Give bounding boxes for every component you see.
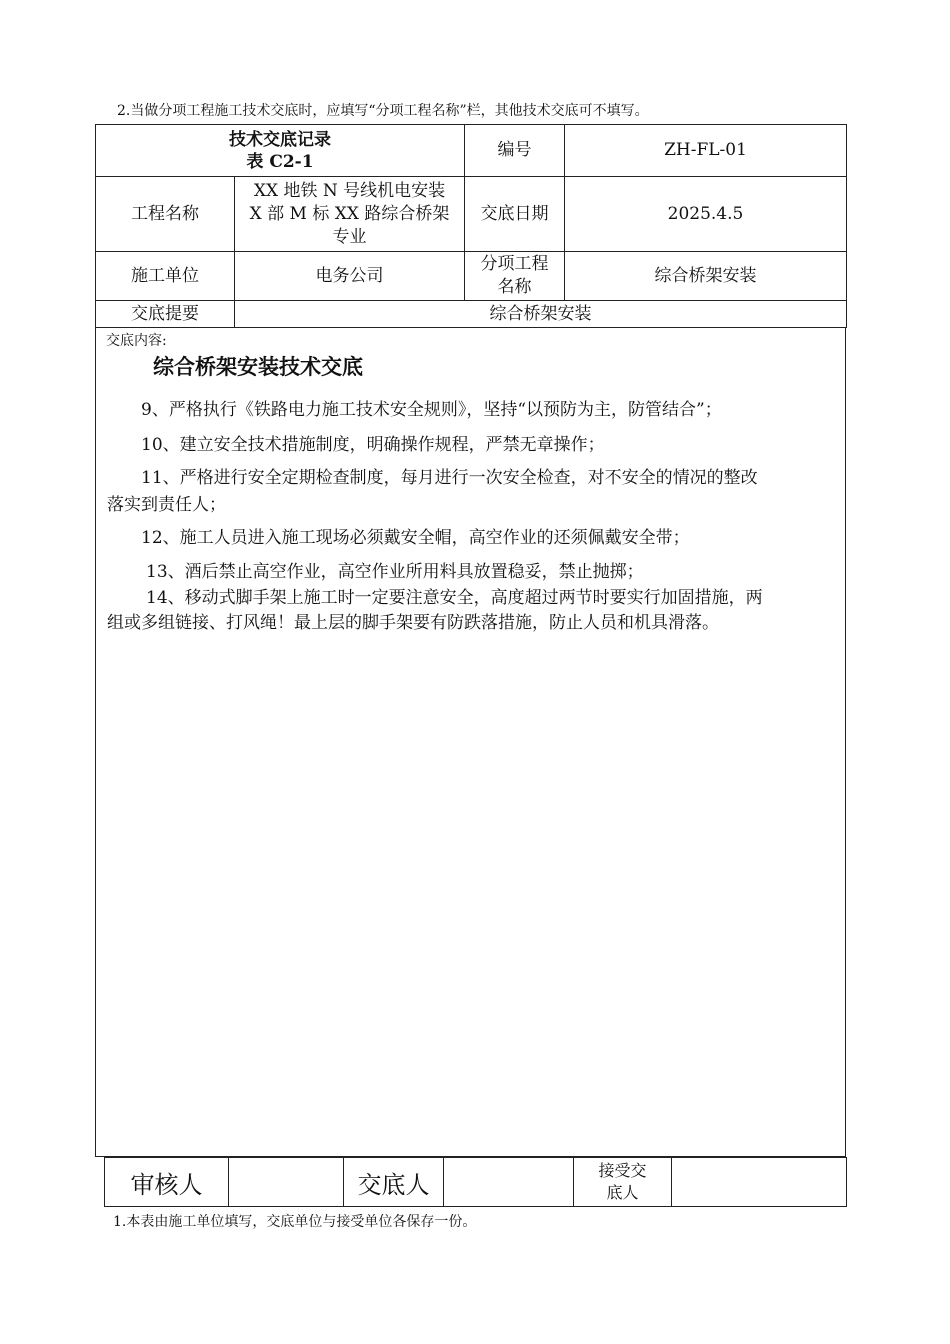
project-name-line3: 专业 xyxy=(332,226,367,247)
sub-project-value: 综合桥架安装 xyxy=(565,252,847,301)
form-title-line1: 技术交底记录 xyxy=(229,129,331,150)
content-item-11: 11、严格进行安全定期检查制度，每月进行一次安全检查，对不安全的情况的整改 xyxy=(141,468,758,488)
number-label: 编号 xyxy=(465,125,565,177)
discloser-label: 交底人 xyxy=(344,1158,444,1207)
date-label: 交底日期 xyxy=(465,177,565,252)
project-name-value xyxy=(235,177,465,252)
construction-unit-label: 施工单位 xyxy=(96,252,235,301)
top-note: 2.当做分项工程施工技术交底时，应填写“分项工程名称”栏，其他技术交底可不填写。 xyxy=(117,103,649,119)
summary-value: 综合桥架安装 xyxy=(235,301,847,328)
reviewer-label: 审核人 xyxy=(105,1158,229,1207)
content-heading: 综合桥架安装技术交底 xyxy=(153,354,363,379)
content-item-9: 9、严格执行《铁路电力施工技术安全规则》，坚持“以预防为主，防管结合”； xyxy=(141,400,722,420)
project-name-label: 工程名称 xyxy=(96,177,235,252)
sub-project-label xyxy=(465,252,565,301)
content-item-14-cont: 组或多组链接、打风绳！最上层的脚手架要有防跌落措施，防止人员和机具滑落。 xyxy=(107,613,719,633)
summary-label: 交底提要 xyxy=(96,301,235,328)
project-name-line2: X 部 M 标 XX 路综合桥架 xyxy=(249,203,450,224)
date-value: 2025.4.5 xyxy=(565,177,847,252)
content-label: 交底内容: xyxy=(106,333,167,349)
sub-project-label-line1: 分项工程 xyxy=(480,254,549,274)
discloser-signature-field[interactable] xyxy=(444,1158,574,1207)
content-item-10: 10、建立安全技术措施制度，明确操作规程，严禁无章操作； xyxy=(141,435,605,455)
receiver-label xyxy=(574,1158,672,1207)
form-title-line2: 表 C2-1 xyxy=(246,151,314,172)
receiver-label-line2: 底人 xyxy=(606,1183,639,1202)
reviewer-signature-field[interactable] xyxy=(229,1158,344,1207)
number-value: ZH-FL-01 xyxy=(565,125,847,177)
project-name-line1: XX 地铁 N 号线机电安装 xyxy=(253,180,446,201)
record-table xyxy=(95,124,847,328)
content-area xyxy=(95,327,846,1157)
form-title xyxy=(96,125,465,177)
bottom-note: 1.本表由施工单位填写，交底单位与接受单位各保存一份。 xyxy=(113,1214,477,1230)
construction-unit-value: 电务公司 xyxy=(235,252,465,301)
content-item-14: 14、移动式脚手架上施工时一定要注意安全，高度超过两节时要实行加固措施，两 xyxy=(146,588,763,608)
signature-table xyxy=(104,1157,847,1207)
content-item-13: 13、酒后禁止高空作业，高空作业所用料具放置稳妥，禁止抛掷； xyxy=(146,562,644,582)
sub-project-label-line2: 名称 xyxy=(497,277,532,297)
receiver-signature-field[interactable] xyxy=(672,1158,847,1207)
content-item-12: 12、施工人员进入施工现场必须戴安全帽，高空作业的还须佩戴安全带； xyxy=(141,528,690,548)
receiver-label-line1: 接受交 xyxy=(598,1161,647,1180)
content-item-11-cont: 落实到责任人； xyxy=(107,495,226,515)
